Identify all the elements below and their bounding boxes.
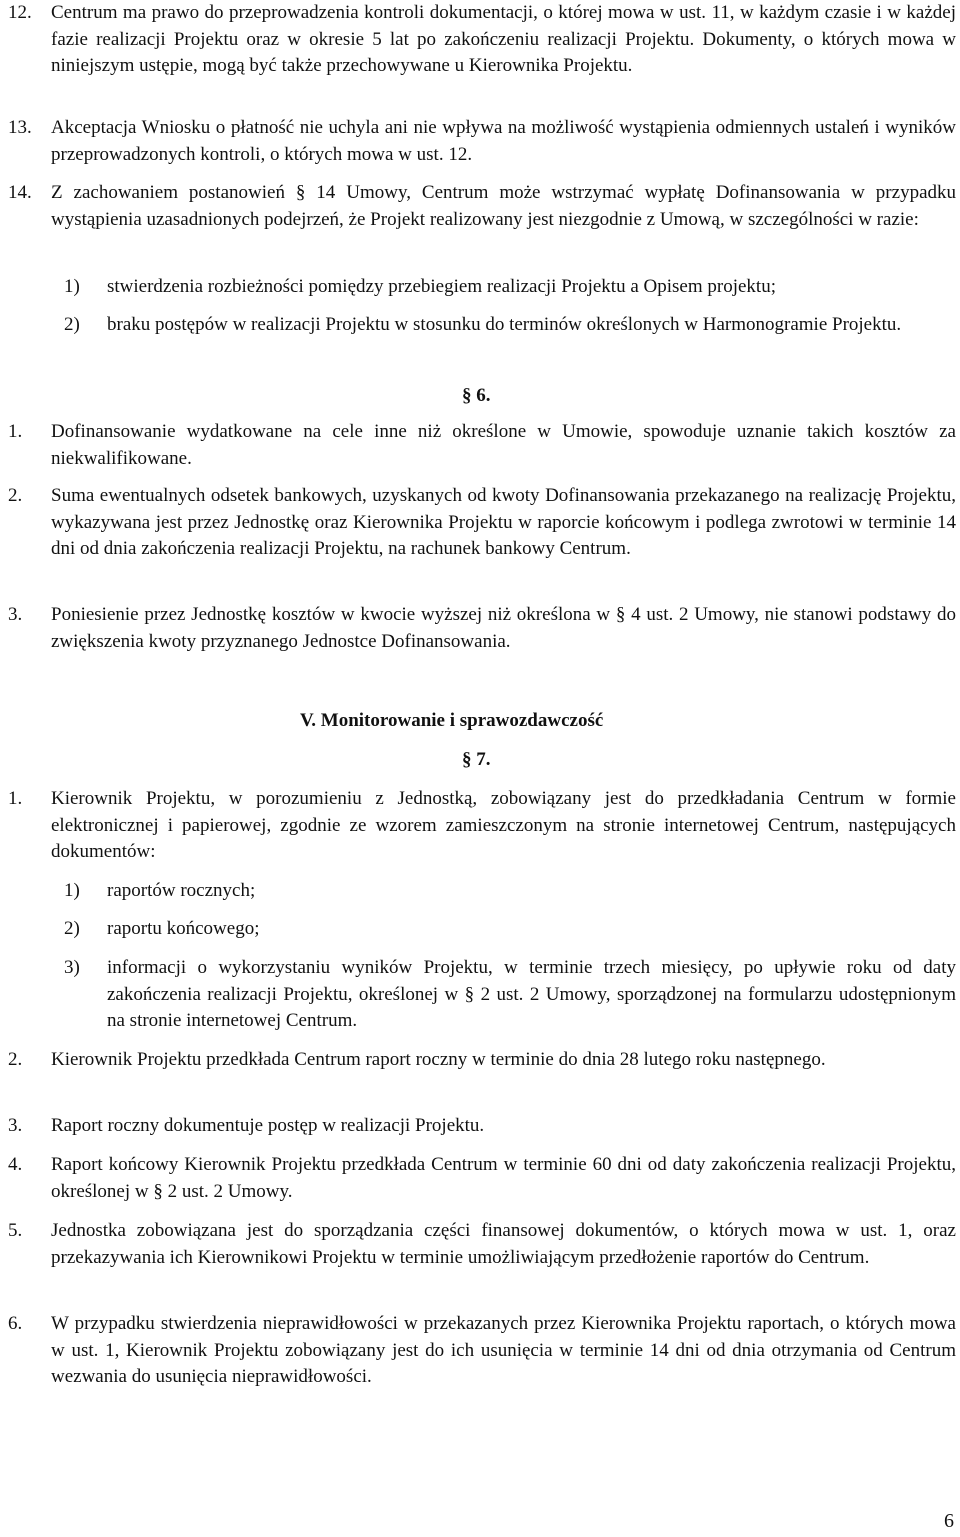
subitem-number: 1) bbox=[64, 276, 80, 297]
subitem-text: stwierdzenia rozbieżności pomiędzy przebiegiem realizacji Projektu a Opisem projektu; bbox=[107, 276, 776, 297]
subitem-2 bbox=[64, 312, 956, 339]
s7-item-4 bbox=[8, 1152, 956, 1205]
item-text: Dofinansowanie wydatkowane na cele inne niż określone w Umowie, spowoduje uznanie takich kosztów za niekwalifikowane. bbox=[51, 421, 956, 469]
item-text: Jednostka zobowiązana jest do sporządzania części finansowej dokumentów, o których mowa w ust. 1, oraz przekazywania ich Kierownikowi Projektu w terminie umożliwiającym przedłożenie raportów do Centrum. bbox=[51, 1220, 956, 1268]
item-text: Suma ewentualnych odsetek bankowych, uzyskanych od kwoty Dofinansowania przekazanego na realizację Projektu, wykazywana jest przez Jednostkę oraz Kierownika Projektu w raporcie końcowym i podlega zwrotowi w terminie 14 dni od dnia zakończenia realizacji Projektu, na rachunek bankowy Centrum. bbox=[51, 485, 956, 560]
s6-item-2 bbox=[8, 483, 956, 563]
item-text: Poniesienie przez Jednostkę kosztów w kwocie wyższej niż określona w § 4 ust. 2 Umowy, nie stanowi podstawy do zwiększenia kwoty przyznanego Jednostce Dofinansowania. bbox=[51, 604, 956, 652]
s7-item-5 bbox=[8, 1218, 956, 1271]
subitem-number: 3) bbox=[64, 957, 80, 978]
paragraph-13 bbox=[8, 115, 956, 168]
subitem-number: 1) bbox=[64, 880, 80, 901]
s7-item-1 bbox=[8, 786, 956, 866]
item-number: 2. bbox=[8, 1049, 23, 1070]
item-text: Kierownik Projektu, w porozumieniu z Jednostką, zobowiązany jest do przedkładania Centrum w formie elektronicznej i papierowej, zgodnie ze wzorem zamieszczonym na stronie internetowej Centrum, następujących dokumentów: bbox=[51, 788, 956, 863]
item-number: 2. bbox=[8, 485, 23, 506]
s7-subitem-2 bbox=[64, 916, 956, 943]
chapter-title: V. Monitorowanie i sprawozdawczość bbox=[300, 710, 604, 731]
item-text: W przypadku stwierdzenia nieprawidłowości w przekazanych przez Kierownika Projektu raportach, o których mowa w ust. 1, Kierownik Projektu zobowiązany jest do ich usunięcia w terminie 14 dni od dnia otrzymania od Centrum wezwania do usunięcia nieprawidłowości. bbox=[51, 1313, 956, 1388]
s7-subitem-1 bbox=[64, 878, 956, 905]
subitem-1 bbox=[64, 274, 956, 301]
subitem-number: 2) bbox=[64, 314, 80, 335]
paragraph-number: 13. bbox=[8, 117, 32, 138]
s7-item-2 bbox=[8, 1047, 956, 1074]
item-text: Raport końcowy Kierownik Projektu przedkłada Centrum w terminie 60 dni od daty zakończenia realizacji Projektu, określonej w § 2 ust. 2 Umowy. bbox=[51, 1154, 956, 1202]
item-number: 6. bbox=[8, 1313, 23, 1334]
item-text: Kierownik Projektu przedkłada Centrum raport roczny w terminie do dnia 28 lutego roku następnego. bbox=[51, 1049, 826, 1070]
s7-item-6 bbox=[8, 1311, 956, 1391]
s7-item-3 bbox=[8, 1113, 956, 1140]
s6-item-1 bbox=[8, 419, 956, 472]
paragraph-number: 12. bbox=[8, 2, 32, 23]
item-number: 3. bbox=[8, 604, 23, 625]
section-7-heading: § 7. bbox=[462, 749, 491, 770]
subitem-text: informacji o wykorzystaniu wyników Projektu, w terminie trzech miesięcy, po upływie roku od daty zakończenia realizacji Projektu, określonej w § 2 ust. 2 Umowy, sporządzonej na formularzu udostępnionym na stronie internetowej Centrum. bbox=[107, 957, 956, 1032]
paragraph-text: Centrum ma prawo do przeprowadzenia kontroli dokumentacji, o której mowa w ust. 11, w każdym czasie i w każdej fazie realizacji Projektu oraz w okresie 5 lat po zakończeniu realizacji Projektu. Dokumenty, o których mowa w niniejszym ustępie, mogą być także przechowywane u Kierownika Projektu. bbox=[51, 2, 956, 77]
subitem-text: raportów rocznych; bbox=[107, 880, 256, 901]
paragraph-14 bbox=[8, 180, 956, 233]
s6-item-3 bbox=[8, 602, 956, 655]
page-number: 6 bbox=[944, 1510, 954, 1532]
section-6-heading: § 6. bbox=[462, 385, 491, 406]
item-text: Raport roczny dokumentuje postęp w realizacji Projektu. bbox=[51, 1115, 485, 1136]
paragraph-text: Z zachowaniem postanowień § 14 Umowy, Centrum może wstrzymać wypłatę Dofinansowania w przypadku wystąpienia uzasadnionych podejrzeń, że Projekt realizowany jest niezgodnie z Umową, w szczególności w razie: bbox=[51, 182, 956, 230]
item-number: 1. bbox=[8, 788, 23, 809]
paragraph-number: 14. bbox=[8, 182, 32, 203]
paragraph-text: Akceptacja Wniosku o płatność nie uchyla ani nie wpływa na możliwość wystąpienia odmiennych ustaleń i wyników przeprowadzonych kontroli, o których mowa w ust. 12. bbox=[51, 117, 956, 165]
subitem-text: raportu końcowego; bbox=[107, 918, 260, 939]
item-number: 4. bbox=[8, 1154, 23, 1175]
item-number: 1. bbox=[8, 421, 23, 442]
paragraph-12 bbox=[8, 0, 956, 80]
s7-subitem-3 bbox=[64, 955, 956, 1035]
subitem-text: braku postępów w realizacji Projektu w stosunku do terminów określonych w Harmonogramie Projektu. bbox=[107, 314, 902, 335]
subitem-number: 2) bbox=[64, 918, 80, 939]
item-number: 5. bbox=[8, 1220, 23, 1241]
item-number: 3. bbox=[8, 1115, 23, 1136]
